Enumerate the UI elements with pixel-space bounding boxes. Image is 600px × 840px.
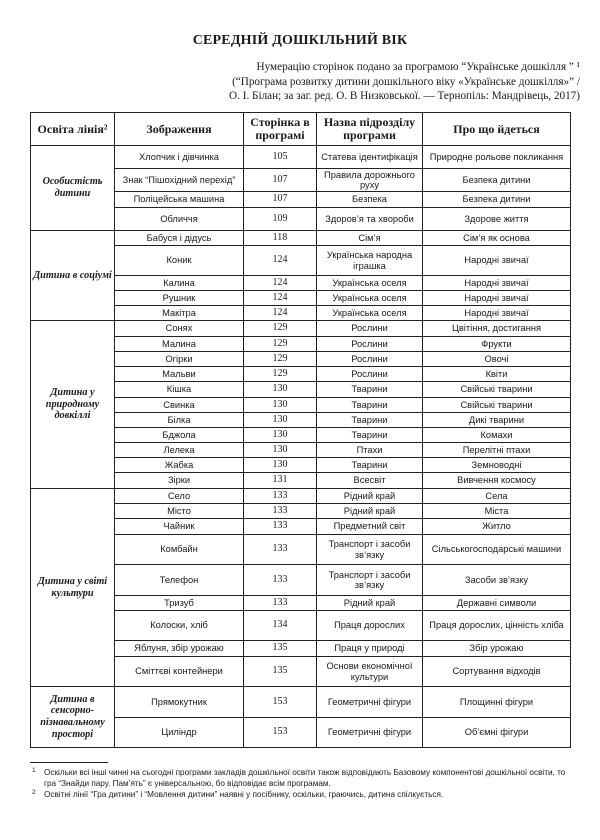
section-cell: Тварини [317, 458, 423, 473]
image-cell: Огірки [115, 352, 244, 367]
page-cell: 109 [244, 208, 317, 231]
footnote-mark: 2 [32, 789, 36, 797]
section-cell: Основи економічної культури [317, 657, 423, 687]
about-cell: Житло [423, 519, 571, 535]
about-cell: Безпека дитини [423, 169, 571, 192]
education-line-cell: Дитина у світі культури [31, 489, 115, 687]
image-cell: Свинка [115, 398, 244, 413]
image-cell: Знак “Пішохідний перехід” [115, 169, 244, 192]
about-cell: Міста [423, 504, 571, 519]
page-title: СЕРЕДНІЙ ДОШКІЛЬНИЙ ВІК [192, 33, 408, 48]
section-cell: Безпека [317, 192, 423, 208]
education-line-cell: Особистість дитини [31, 146, 115, 231]
image-cell: Село [115, 489, 244, 504]
about-cell: Свійські тварини [423, 382, 571, 398]
table-row [31, 489, 571, 504]
intro-line-3: О. І. Білан; за заг. ред. О. В Низковської. — Тернопіль: Мандрівець, 2017) [229, 90, 580, 103]
page-cell: 131 [244, 473, 317, 489]
table-row [31, 231, 571, 246]
image-cell: Макітра [115, 306, 244, 321]
section-cell: Тварини [317, 382, 423, 398]
image-cell: Обличчя [115, 208, 244, 231]
page-cell: 105 [244, 146, 317, 169]
section-cell: Українська народна іграшка [317, 246, 423, 276]
about-cell: Цвітіння, достигання [423, 321, 571, 337]
education-line-cell: Дитина в соціумі [31, 231, 115, 321]
about-cell: Сільськогосподарські машини [423, 535, 571, 565]
page-cell: 134 [244, 611, 317, 641]
page-cell: 133 [244, 519, 317, 535]
about-cell: Державні символи [423, 596, 571, 611]
footnote [30, 790, 570, 801]
image-cell: Сміттєві контейнери [115, 657, 244, 687]
about-cell: Вивчення космосу [423, 473, 571, 489]
page-cell: 124 [244, 306, 317, 321]
section-cell: Рослини [317, 337, 423, 352]
section-cell: Рідний край [317, 504, 423, 519]
about-cell: Праця дорослих, цінність хліба [423, 611, 571, 641]
about-cell: Засоби зв’язку [423, 565, 571, 596]
section-cell: Всесвіт [317, 473, 423, 489]
footnote-divider [30, 762, 108, 763]
page-cell: 129 [244, 367, 317, 382]
section-cell: Рідний край [317, 489, 423, 504]
image-cell: Сонях [115, 321, 244, 337]
section-cell: Праця дорослих [317, 611, 423, 641]
about-cell: Народні звичаї [423, 291, 571, 306]
image-cell: Тризуб [115, 596, 244, 611]
page-cell: 135 [244, 657, 317, 687]
image-cell: Бабуся і дідусь [115, 231, 244, 246]
image-cell: Циліндр [115, 718, 244, 748]
about-cell: Безпека дитини [423, 192, 571, 208]
program-reference [60, 60, 580, 104]
page-cell: 153 [244, 718, 317, 748]
section-cell: Геометричні фігури [317, 718, 423, 748]
about-cell: Здорове життя [423, 208, 571, 231]
program-table [30, 112, 571, 748]
header-page: Сторінка в програмі [244, 113, 317, 146]
footnotes [30, 768, 570, 801]
table-row [31, 687, 571, 718]
image-cell: Калина [115, 276, 244, 291]
page-cell: 130 [244, 428, 317, 443]
footnote-text: Освітні лінії “Гра дитини” і “Мовлення дитини” наявні у посібнику, оскільки, граючись, дитина спілкується. [44, 790, 444, 800]
image-cell: Місто [115, 504, 244, 519]
section-cell: Праця у природі [317, 641, 423, 657]
section-cell: Тварини [317, 428, 423, 443]
image-cell: Коник [115, 246, 244, 276]
page-cell: 107 [244, 192, 317, 208]
page-cell: 118 [244, 231, 317, 246]
page-cell: 129 [244, 337, 317, 352]
page-cell: 135 [244, 641, 317, 657]
page-cell: 133 [244, 565, 317, 596]
page-cell: 107 [244, 169, 317, 192]
section-cell: Предметний світ [317, 519, 423, 535]
section-cell: Здоров’я та хвороби [317, 208, 423, 231]
image-cell: Телефон [115, 565, 244, 596]
about-cell: Села [423, 489, 571, 504]
image-cell: Рушник [115, 291, 244, 306]
image-cell: Хлопчик і дівчинка [115, 146, 244, 169]
table-body [31, 146, 571, 748]
about-cell: Природне рольове покликання [423, 146, 571, 169]
page-cell: 153 [244, 687, 317, 718]
intro-line-2: (“Програма розвитку дитини дошкільного віку «Українське дошкілля»” / [232, 75, 580, 88]
table-header-row [31, 113, 571, 146]
about-cell: Народні звичаї [423, 276, 571, 291]
about-cell: Комахи [423, 428, 571, 443]
image-cell: Яблуня, збір урожаю [115, 641, 244, 657]
image-cell: Жабка [115, 458, 244, 473]
page-cell: 130 [244, 382, 317, 398]
section-cell: Геометричні фігури [317, 687, 423, 718]
page-cell: 129 [244, 352, 317, 367]
header-section: Назва підрозділу програми [317, 113, 423, 146]
image-cell: Білка [115, 413, 244, 428]
education-line-cell: Дитина в сенсорно-пізнавальному просторі [31, 687, 115, 748]
header-about: Про що йдеться [423, 113, 571, 146]
image-cell: Малина [115, 337, 244, 352]
page-cell: 124 [244, 246, 317, 276]
page-cell: 124 [244, 291, 317, 306]
page-cell: 133 [244, 489, 317, 504]
section-cell: Птахи [317, 443, 423, 458]
about-cell: Об’ємні фігури [423, 718, 571, 748]
education-line-cell: Дитина у природному довкіллі [31, 321, 115, 489]
page-cell: 130 [244, 398, 317, 413]
image-cell: Прямокутник [115, 687, 244, 718]
section-cell: Тварини [317, 413, 423, 428]
footnote-mark: 1 [32, 767, 36, 774]
table-row [31, 321, 571, 337]
about-cell: Перелітні птахи [423, 443, 571, 458]
header-image: Зображення [115, 113, 244, 146]
intro-line-1: Нумерацію сторінок подано за програмою “Українське дошкілля ” ¹ [256, 61, 580, 73]
image-cell: Колоски, хліб [115, 611, 244, 641]
about-cell: Фрукти [423, 337, 571, 352]
image-cell: Бджола [115, 428, 244, 443]
section-cell: Транспорт і засоби зв’язку [317, 535, 423, 565]
image-cell: Комбайн [115, 535, 244, 565]
section-cell: Тварини [317, 398, 423, 413]
image-cell: Чайник [115, 519, 244, 535]
about-cell: Квіти [423, 367, 571, 382]
image-cell: Мальви [115, 367, 244, 382]
header-education-line: Освіта лінія² [31, 113, 115, 146]
page-cell: 130 [244, 443, 317, 458]
page-cell: 133 [244, 596, 317, 611]
page-cell: 133 [244, 504, 317, 519]
section-cell: Транспорт і засоби зв’язку [317, 565, 423, 596]
page-cell: 130 [244, 413, 317, 428]
section-cell: Рослини [317, 352, 423, 367]
page-cell: 129 [244, 321, 317, 337]
about-cell: Збір урожаю [423, 641, 571, 657]
section-cell: Сім’я [317, 231, 423, 246]
page-cell: 130 [244, 458, 317, 473]
about-cell: Сортування відходів [423, 657, 571, 687]
image-cell: Зірки [115, 473, 244, 489]
section-cell: Рідний край [317, 596, 423, 611]
section-cell: Рослини [317, 367, 423, 382]
about-cell: Народні звичаї [423, 306, 571, 321]
page-cell: 124 [244, 276, 317, 291]
section-cell: Українська оселя [317, 291, 423, 306]
section-cell: Українська оселя [317, 306, 423, 321]
page-cell: 133 [244, 535, 317, 565]
about-cell: Народні звичаї [423, 246, 571, 276]
image-cell: Поліцейська машина [115, 192, 244, 208]
about-cell: Сім’я як основа [423, 231, 571, 246]
image-cell: Кішка [115, 382, 244, 398]
about-cell: Площинні фігури [423, 687, 571, 718]
section-cell: Правила дорожнього руху [317, 169, 423, 192]
table-row [31, 146, 571, 169]
about-cell: Земноводні [423, 458, 571, 473]
section-cell: Статева ідентифікація [317, 146, 423, 169]
about-cell: Овочі [423, 352, 571, 367]
footnote [30, 768, 570, 789]
about-cell: Дикі тварини [423, 413, 571, 428]
section-cell: Українська оселя [317, 276, 423, 291]
section-cell: Рослини [317, 321, 423, 337]
about-cell: Свійські тварини [423, 398, 571, 413]
footnote-text: Оскільки всі інші чинні на сьогодні програми закладів дошкільної освіти також відповідають Базовому компонентові дошкільної освіти, то гра “Знайди пару. Пам’ять” є універсальною, бо відповідає всім програмам. [44, 768, 566, 788]
image-cell: Лелека [115, 443, 244, 458]
